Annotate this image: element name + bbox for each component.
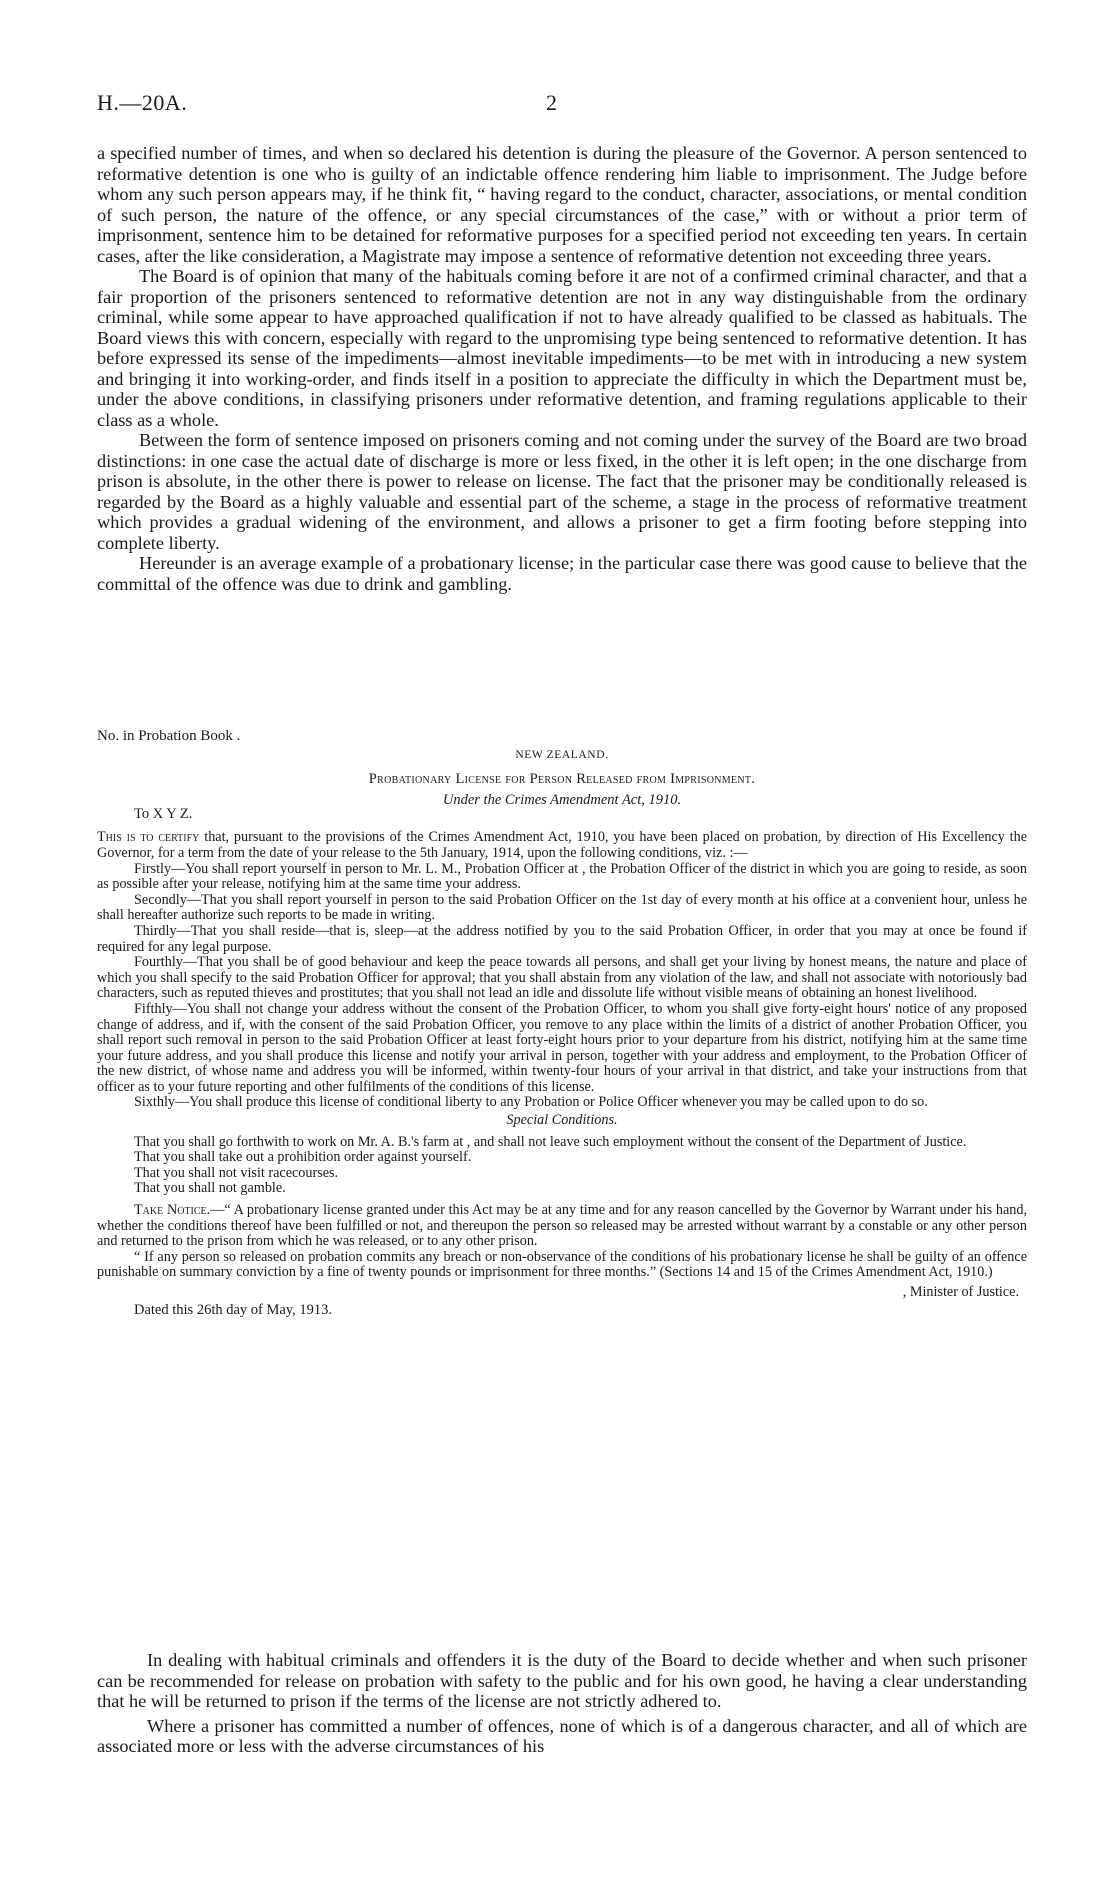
special-condition-item: That you shall take out a prohibition order against yourself. — [134, 1149, 472, 1166]
paragraph: In dealing with habitual criminals and offenders it is the duty of the Board to decide whether and when such prisoner can be recommended for release on probation with safety to the public and for his own good, he having a clear understanding that he will be returned to prison if the terms of the license are not strictly adhered to. — [97, 1650, 1027, 1711]
license-addressee: To X Y Z. — [134, 805, 193, 822]
license-form — [97, 748, 1027, 1318]
notice-text: —“ A probationary license granted under this Act may be at any time and for any reason cancelled by the Governor by Warrant under his hand, whether the conditions thereof have been fulfilled or not, and thereupon the person so released may be arrested without warrant by a constable or any other person and returned to the prison from which he was released, or to any other prison. — [97, 1202, 1027, 1250]
closing-text — [97, 1650, 1027, 1757]
paragraph: Between the form of sentence imposed on prisoners coming and not coming under the survey of the Board are two broad distinctions: in one case the actual date of discharge is more or less fixed, in the other it is left open; in the one discharge from prison is absolute, in the other there is power to release on license. The fact that the prisoner may be conditionally released is regarded by the Board as a highly valuable and essential part of the scheme, a stage in the process of reformative treatment which provides a gradual widening of the environment, and allows a prisoner to get a firm footing before stepping into complete liberty. — [97, 430, 1027, 553]
special-condition-item: That you shall not visit racecourses. — [134, 1164, 339, 1181]
license-country: NEW ZEALAND. — [515, 749, 609, 761]
page-number: 2 — [546, 90, 557, 115]
notice-quote: “ If any person so released on probation commits any breach or non-observance of the conditions of his probationary license he shall be guilty of an offence punishable on summary conviction by a fine of twenty pounds or imprisonment for three months.” (Sections 14 and 15 of the Crimes Amendment Act, 1910.) — [97, 1248, 1027, 1281]
condition-item: Fifthly—You shall not change your address without the consent of the Probation Officer, to whom you shall give forty-eight hours' notice of any proposed change of address, and if, with the consent of the said Probation Officer, you remove to any place within the limits of a district of another Probation Officer, you shall report such removal in person to the said Probation Officer at least forty-eight hours prior to your departure from his district, notifying him at the same time your future address, and you shall produce this license and notify your arrival in person, together with your address and employment, to the Probation Officer of the new district, of whose name and address you will be informed, within twenty-four hours of your arrival in that district, and take your instructions from that officer as to your future reporting and other fulfilments of the conditions of this license. — [97, 1000, 1027, 1095]
certify-text: that, pursuant to the provisions of the Crimes Amendment Act, 1910, you have been placed on probation, by direction of His Excellency the Governor, for a term from the date of your release to the 5th January, 1914, upon the following conditions, viz. :— — [97, 829, 1028, 861]
condition-item: Sixthly—You shall produce this license of conditional liberty to any Probation or Police Officer whenever you may be called upon to do so. — [134, 1094, 928, 1111]
page-header — [97, 90, 1027, 118]
probation-book-number: No. in Probation Book . — [97, 728, 241, 744]
license-act: Under the Crimes Amendment Act, 1910. — [442, 792, 682, 809]
condition-item: Secondly—That you shall report yourself in person to the said Probation Officer on the 1st day of every month at his office at a convenient hour, unless he shall hereafter authorize such reports to be made in writing. — [97, 891, 1027, 924]
certify-lead: This is to certify — [97, 829, 200, 846]
paragraph: The Board is of opinion that many of the habituals coming before it are not of a confirmed criminal character, and that a fair proportion of the prisoners sentenced to reformative detention are not in any way distinguishable from the ordinary criminal, while some appear to have approached qualification if not to have already qualified to be classed as habituals. The Board views this with concern, especially with regard to the unpromising type being sentenced to reformative detention. It has before expressed its sense of the impediments—almost inevitable impediments—to be met with in introducing a new system and bringing it into working-order, and finds itself in a position to appreciate the difficulty in which the Department must be, under the above conditions, in classifying prisoners under reformative detention, and framing regulations applicable to their class as a whole. — [97, 266, 1027, 430]
paragraph: Where a prisoner has committed a number of offences, none of which is of a dangerous character, and all of which are associated more or less with the adverse circumstances of his — [97, 1715, 1027, 1756]
paragraph: a specified number of times, and when so declared his detention is during the pleasure of the Governor. A person sentenced to reformative detention is one who is guilty of an indictable offence rendering him liable to imprisonment. The Judge before whom any such person appears may, if he think fit, “ having regard to the conduct, character, associations, or mental condition of such person, the nature of the offence, or any special circumstances of the case,” with or without a prior term of imprisonment, sentence him to be detained for reformative purposes for a specified period not exceeding ten years. In certain cases, after the like consideration, a Magistrate may impose a sentence of reformative detention not exceeding three years. — [97, 143, 1027, 266]
special-condition-item: That you shall not gamble. — [134, 1180, 286, 1197]
paragraph: Hereunder is an average example of a probationary license; in the particular case there was good cause to believe that the committal of the offence was due to drink and gambling. — [97, 553, 1027, 594]
license-title: Probationary License for Person Released from Imprisonment. — [368, 770, 756, 787]
notice-lead: Take Notice. — [134, 1202, 211, 1219]
certify-paragraph — [97, 830, 1027, 861]
license-date: Dated this 26th day of May, 1913. — [134, 1301, 333, 1318]
condition-item: Thirdly—That you shall reside—that is, sleep—at the address notified by you to the said Probation Officer, in order that you may at once be found if required for any legal purpose. — [97, 922, 1027, 955]
document-reference: H.—20A. — [97, 90, 188, 115]
minister-signature: , Minister of Justice. — [902, 1284, 1019, 1300]
intro-text — [97, 143, 1027, 594]
condition-item: Fourthly—That you shall be of good behaviour and keep the peace towards all persons, and shall get your living by honest means, the nature and place of which you shall specify to the said Probation Officer for approval; that you shall abstain from any violation of the law, and shall not associate with notoriously bad characters, such as reputed thieves and prostitutes; that you shall not lead an idle and dissolute life without visible means of obtaining an honest livelihood. — [97, 954, 1027, 1002]
notice-paragraph — [97, 1203, 1027, 1250]
special-condition-item: That you shall go forthwith to work on Mr. A. B.'s farm at , and shall not leave such employment without the consent of the Department of Justice. — [134, 1133, 967, 1150]
special-conditions-heading: Special Conditions. — [506, 1112, 618, 1129]
condition-item: Firstly—You shall report yourself in person to Mr. L. M., Probation Officer at , the Probation Officer of the district in which you are going to reside, as soon as possible after your release, notifying him at the same time your address. — [97, 860, 1027, 893]
